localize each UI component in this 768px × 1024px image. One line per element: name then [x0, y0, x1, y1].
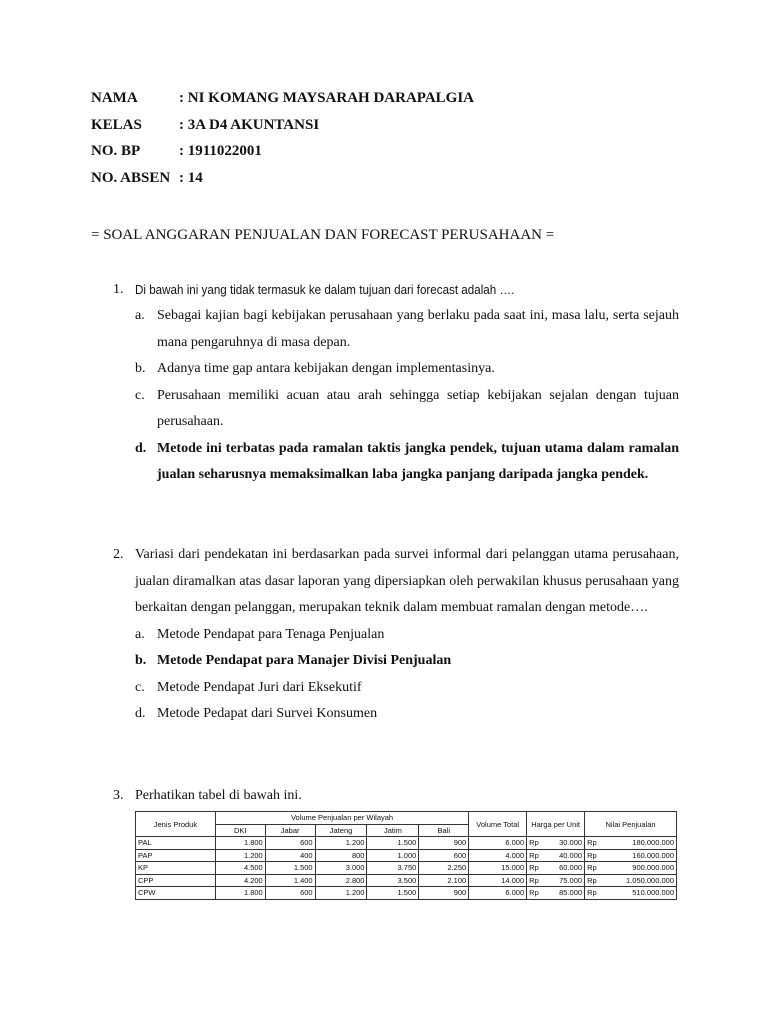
currency-label: Rp: [587, 850, 597, 860]
cell-total: 14.000: [469, 874, 527, 887]
header-jatim: Jatim: [367, 824, 419, 837]
cell-bali: 900: [419, 887, 469, 900]
cell-nilai: [585, 887, 677, 900]
cell-dki: 4.200: [215, 874, 265, 887]
cell-nilai-value: 180.000.000: [632, 838, 674, 848]
option-text: Metode Pendapat para Manajer Divisi Penjualan: [157, 653, 452, 668]
table-row: [136, 887, 677, 900]
option-b-correct: [135, 648, 679, 675]
currency-label: Rp: [587, 875, 597, 885]
cell-jateng: 1.200: [315, 887, 367, 900]
cell-dki: 1.800: [215, 837, 265, 850]
question-2: [113, 542, 679, 728]
info-label: NO. BP: [91, 143, 141, 159]
cell-nilai: [585, 849, 677, 862]
cell-harga: [527, 874, 585, 887]
cell-total: 4.000: [469, 849, 527, 862]
currency-label: Rp: [587, 838, 597, 848]
header-jabar: Jabar: [265, 824, 315, 837]
cell-jenis: CPP: [136, 874, 216, 887]
option-letter: a.: [135, 626, 145, 642]
cell-jabar: 600: [265, 837, 315, 850]
cell-harga: [527, 862, 585, 875]
currency-label: Rp: [529, 875, 539, 885]
header-volume-wilayah: Volume Penjualan per Wilayah: [215, 812, 468, 825]
info-value: : 3A D4 AKUNTANSI: [179, 116, 320, 133]
option-text: Sebagai kajian bagi kebijakan perusahaan yang berlaku pada saat ini, masa lalu, serta sejauh mana pengaruhnya di masa depan.: [157, 308, 679, 350]
header-dki: DKI: [215, 824, 265, 837]
page-title: = SOAL ANGGARAN PENJUALAN DAN FORECAST PERUSAHAAN =: [91, 227, 555, 243]
currency-label: Rp: [529, 850, 539, 860]
table-header-row: [136, 812, 677, 825]
option-letter: a.: [135, 308, 145, 323]
option-b: [135, 356, 679, 383]
cell-nilai: [585, 837, 677, 850]
option-letter: c.: [135, 387, 145, 403]
question-number: 2.: [113, 547, 124, 562]
option-d-correct: [135, 436, 679, 489]
cell-jabar: 400: [265, 849, 315, 862]
cell-jateng: 1.200: [315, 837, 367, 850]
info-value: : 14: [179, 169, 203, 186]
option-text: Metode Pendapat para Tenaga Penjualan: [157, 626, 385, 642]
cell-jenis: PAL: [136, 837, 216, 850]
cell-nilai: [585, 874, 677, 887]
option-a: [135, 622, 679, 649]
cell-nilai-value: 510.000.000: [632, 888, 674, 898]
header-jateng: Jateng: [315, 824, 367, 837]
cell-jenis: KP: [136, 862, 216, 875]
cell-nilai: [585, 862, 677, 875]
cell-jateng: 2.800: [315, 874, 367, 887]
cell-jatim: 3.500: [367, 874, 419, 887]
option-letter: b.: [135, 653, 147, 668]
info-row-no-bp: [91, 143, 474, 170]
cell-nilai-value: 160.000.000: [632, 850, 674, 860]
option-d: [135, 701, 679, 728]
question-1: [113, 277, 679, 489]
sales-table-wrapper: [135, 811, 677, 900]
cell-dki: 4.500: [215, 862, 265, 875]
cell-harga-value: 30.000: [559, 838, 583, 848]
option-c: [135, 675, 679, 702]
info-value: : 1911022001: [179, 143, 262, 159]
cell-dki: 1.800: [215, 887, 265, 900]
cell-jenis: PAP: [136, 849, 216, 862]
cell-harga: [527, 887, 585, 900]
table-row: [136, 874, 677, 887]
info-label: KELAS: [91, 116, 142, 133]
question-number: 3.: [113, 788, 124, 803]
cell-total: 15.000: [469, 862, 527, 875]
header-volume-total: Volume Total: [469, 812, 527, 837]
cell-jenis: CPW: [136, 887, 216, 900]
cell-jabar: 1.400: [265, 874, 315, 887]
info-row-nama: [91, 90, 474, 117]
question-text: Variasi dari pendekatan ini berdasarkan pada survei informal dari pelanggan utama perusahaan, jualan diramalkan atas dasar laporan yang dipersiapkan oleh perwakilan khusus perusahaan yang berkaitan dengan pelanggan, merupakan teknik dalam membuat ramalan dengan metode….: [135, 547, 679, 615]
option-letter: b.: [135, 361, 146, 376]
question-text: Perhatikan tabel di bawah ini.: [135, 788, 302, 803]
cell-total: 6.000: [469, 837, 527, 850]
question-3: [113, 783, 679, 809]
currency-label: Rp: [529, 888, 539, 898]
cell-dki: 1.200: [215, 849, 265, 862]
cell-harga-value: 75.000: [559, 875, 583, 885]
sales-table: [135, 811, 677, 900]
header-bali: Bali: [419, 824, 469, 837]
cell-total: 6.000: [469, 887, 527, 900]
option-text: Perusahaan memiliki acuan atau arah sehingga setiap kebijakan sejalan dengan tujuan perusahaan.: [157, 387, 679, 429]
question-number: 1.: [113, 282, 124, 297]
currency-label: Rp: [587, 888, 597, 898]
cell-jateng: 800: [315, 849, 367, 862]
cell-jatim: 1.500: [367, 887, 419, 900]
cell-jabar: 600: [265, 887, 315, 900]
option-text: Metode Pendapat Juri dari Eksekutif: [157, 679, 362, 695]
option-text: Metode ini terbatas pada ramalan taktis jangka pendek, tujuan utama dalam ramalan jualan seharusnya memaksimalkan laba jangka panjang daripada jangka pendek.: [157, 440, 679, 482]
option-c: [135, 383, 679, 436]
cell-bali: 2.250: [419, 862, 469, 875]
question-text: Di bawah ini yang tidak termasuk ke dalam tujuan dari forecast adalah ….: [135, 283, 515, 297]
question-options: [135, 622, 679, 728]
currency-label: Rp: [529, 863, 539, 873]
info-label: NO. ABSEN: [91, 169, 171, 186]
cell-jabar: 1.500: [265, 862, 315, 875]
option-letter: d.: [135, 440, 147, 456]
student-info: [91, 90, 474, 196]
option-letter: d.: [135, 706, 146, 721]
cell-jatim: 3.750: [367, 862, 419, 875]
header-nilai: Nilai Penjualan: [585, 812, 677, 837]
info-row-no-absen: [91, 170, 474, 197]
table-row: [136, 849, 677, 862]
cell-nilai-value: 1.050.000.000: [626, 875, 674, 885]
cell-bali: 900: [419, 837, 469, 850]
header-jenis-produk: Jenis Produk: [136, 812, 216, 837]
cell-bali: 2.100: [419, 874, 469, 887]
option-text: Adanya time gap antara kebijakan dengan implementasinya.: [157, 361, 495, 376]
cell-bali: 600: [419, 849, 469, 862]
cell-harga: [527, 849, 585, 862]
cell-harga-value: 40.000: [559, 850, 583, 860]
option-a: [135, 303, 679, 356]
cell-harga: [527, 837, 585, 850]
cell-harga-value: 60.000: [559, 863, 583, 873]
cell-jatim: 1.000: [367, 849, 419, 862]
cell-jatim: 1.500: [367, 837, 419, 850]
info-value: : NI KOMANG MAYSARAH DARAPALGIA: [179, 90, 474, 106]
table-row: [136, 862, 677, 875]
currency-label: Rp: [587, 863, 597, 873]
cell-nilai-value: 900.000.000: [632, 863, 674, 873]
option-letter: c.: [135, 679, 145, 695]
info-label: NAMA: [91, 90, 138, 106]
table-row: [136, 837, 677, 850]
header-harga: Harga per Unit: [527, 812, 585, 837]
cell-jateng: 3.000: [315, 862, 367, 875]
cell-harga-value: 85.000: [559, 888, 583, 898]
option-text: Metode Pedapat dari Survei Konsumen: [157, 706, 378, 721]
question-options: [135, 303, 679, 489]
info-row-kelas: [91, 117, 474, 144]
currency-label: Rp: [529, 838, 539, 848]
